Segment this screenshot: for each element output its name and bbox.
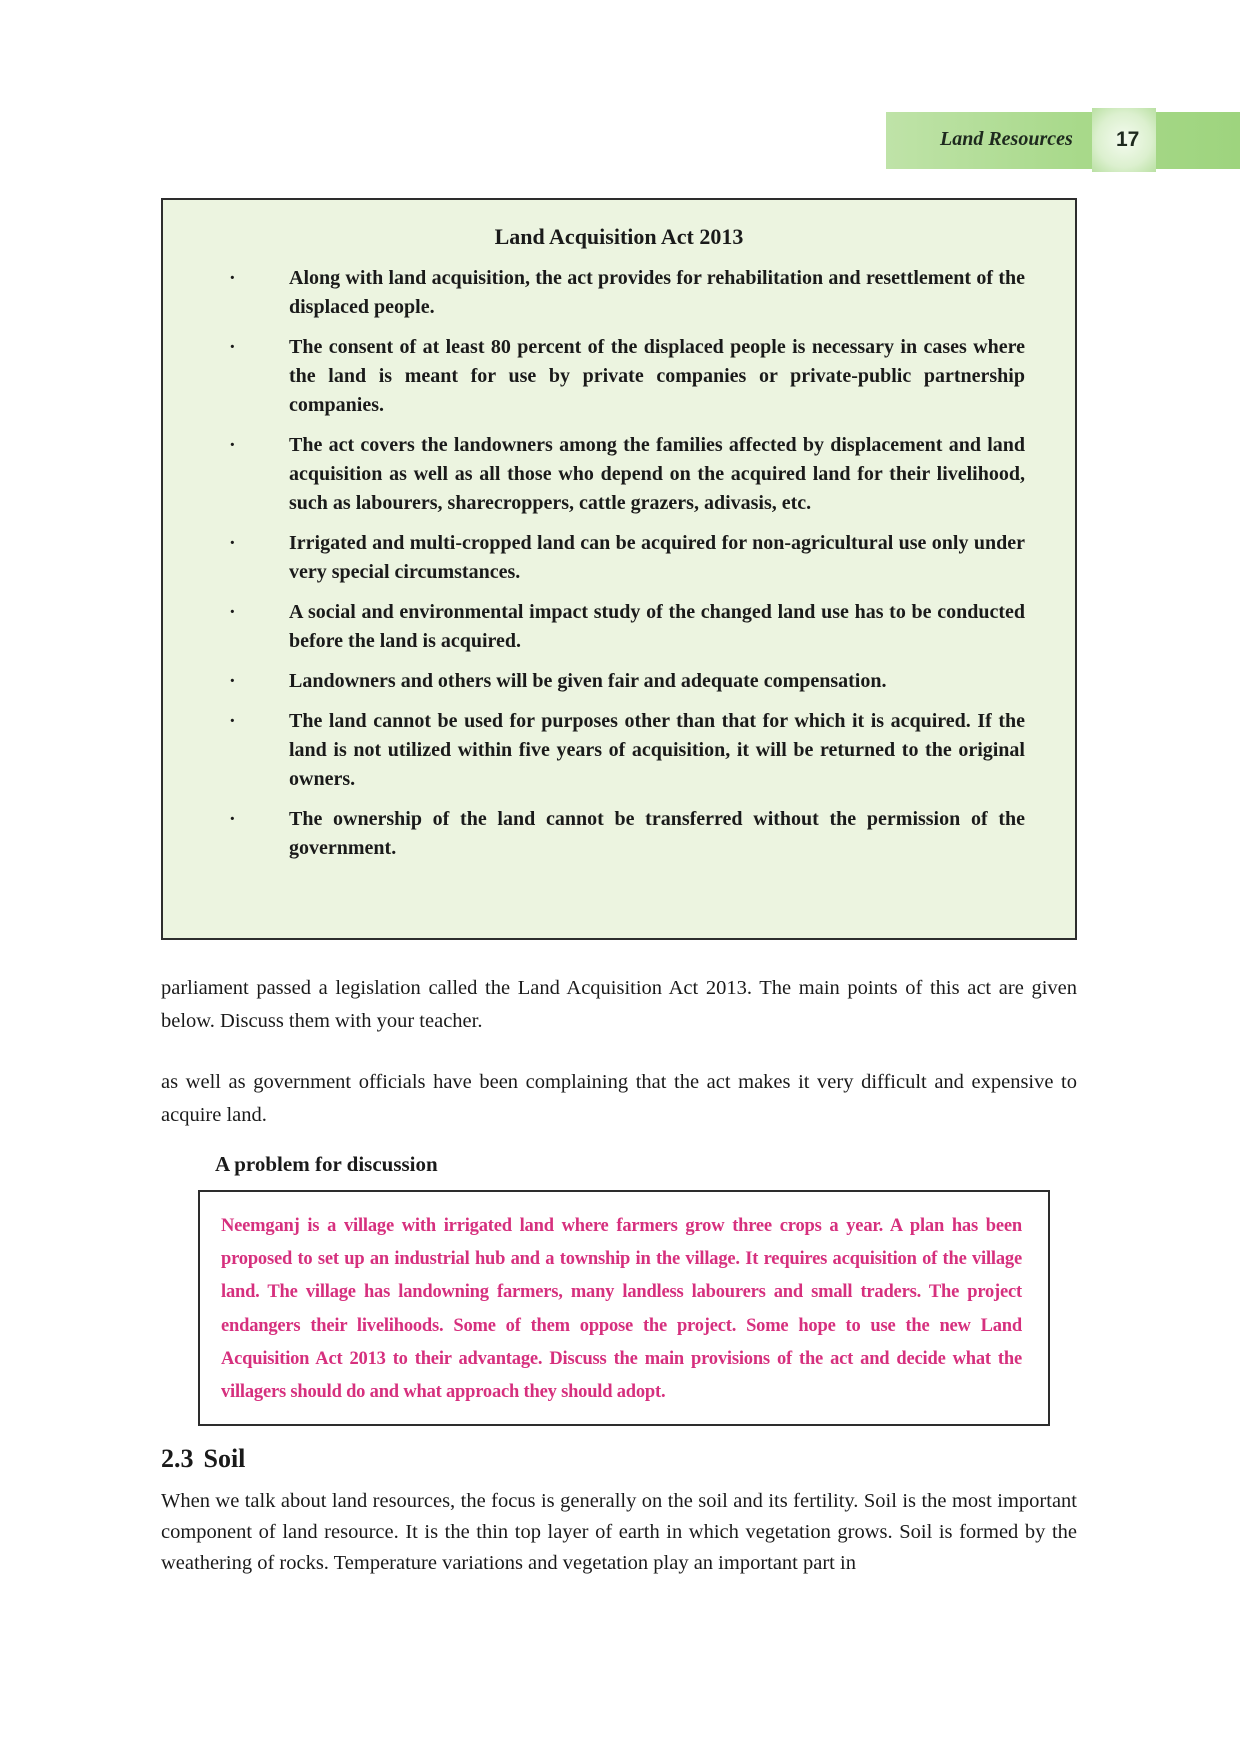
act-box-title: Land Acquisition Act 2013 (494, 224, 744, 249)
act-point-text: The consent of at least 80 percent of the displaced people is necessary in cases where the land is meant for use by private companies or private-public partnership companies. (289, 336, 1025, 416)
bullet-icon: · (229, 532, 236, 554)
act-point (163, 667, 1075, 696)
problem-text: Neemganj is a village with irrigated land where farmers grow three crops a year. A plan has been proposed to set up an industrial hub and a township in the village. It requires acquisition of the village land. The village has landowning farmers, many landless labourers and small traders. The project endangers their livelihoods. Some of them oppose the project. Some hope to use the new Land Acquisition Act 2013 to their advantage. Discuss the main provisions of the act and decide what the villagers should do and what approach they should adopt. (221, 1216, 1022, 1403)
act-point-text: Along with land acquisition, the act provides for rehabilitation and resettlement of the displaced people. (289, 267, 1025, 318)
act-point (163, 805, 1075, 863)
running-header-title: Land Resources (940, 128, 1073, 150)
bullet-icon: · (229, 710, 236, 732)
act-point (163, 707, 1075, 794)
act-point-text: The ownership of the land cannot be transferred without the permission of the government. (289, 808, 1025, 859)
section-heading (161, 1444, 245, 1474)
problem-box (198, 1190, 1050, 1426)
section-number: 2.3 (161, 1444, 194, 1473)
bullet-icon: · (229, 434, 236, 456)
act-point-text: The land cannot be used for purposes other than that for which it is acquired. If the land is not utilized within five years of acquisition, it will be returned to the original owners. (289, 710, 1025, 790)
section-title: Soil (203, 1444, 246, 1473)
act-point-text: Landowners and others will be given fair and adequate compensation. (289, 670, 887, 692)
body-paragraph-1: parliament passed a legislation called the Land Acquisition Act 2013. The main points of this act are given below. Discuss them with your teacher. (161, 977, 1077, 1032)
body-paragraph-2: as well as government officials have been complaining that the act makes it very difficult and expensive to acquire land. (161, 1071, 1077, 1126)
act-point (163, 333, 1075, 420)
act-point (163, 431, 1075, 518)
bullet-icon: · (229, 267, 236, 289)
act-point (163, 598, 1075, 656)
act-point-text: A social and environmental impact study of the changed land use has to be conducted before the land is acquired. (289, 601, 1025, 652)
bullet-icon: · (229, 336, 236, 358)
act-point-text: Irrigated and multi-cropped land can be acquired for non-agricultural use only under very special circumstances. (289, 532, 1025, 583)
page-number: 17 (1116, 128, 1140, 151)
act-point (163, 264, 1075, 322)
act-point-text: The act covers the landowners among the families affected by displacement and land acquisition as well as all those who depend on the acquired land for their livelihood, such as labourers, sharecroppers, cattle grazers, adivasis, etc. (289, 434, 1025, 514)
problem-heading: A problem for discussion (215, 1152, 438, 1176)
soil-paragraph: When we talk about land resources, the focus is generally on the soil and its fertility. Soil is the most important component of land resource. It is the thin top layer of earth in which vegetation grows. Soil is formed by the weathering of rocks. Temperature variations and vegetation play an important part in (161, 1490, 1077, 1574)
act-box (161, 198, 1077, 940)
bullet-icon: · (229, 808, 236, 830)
act-points-list (163, 264, 1075, 874)
bullet-icon: · (229, 601, 236, 623)
bullet-icon: · (229, 670, 236, 692)
act-point (163, 529, 1075, 587)
